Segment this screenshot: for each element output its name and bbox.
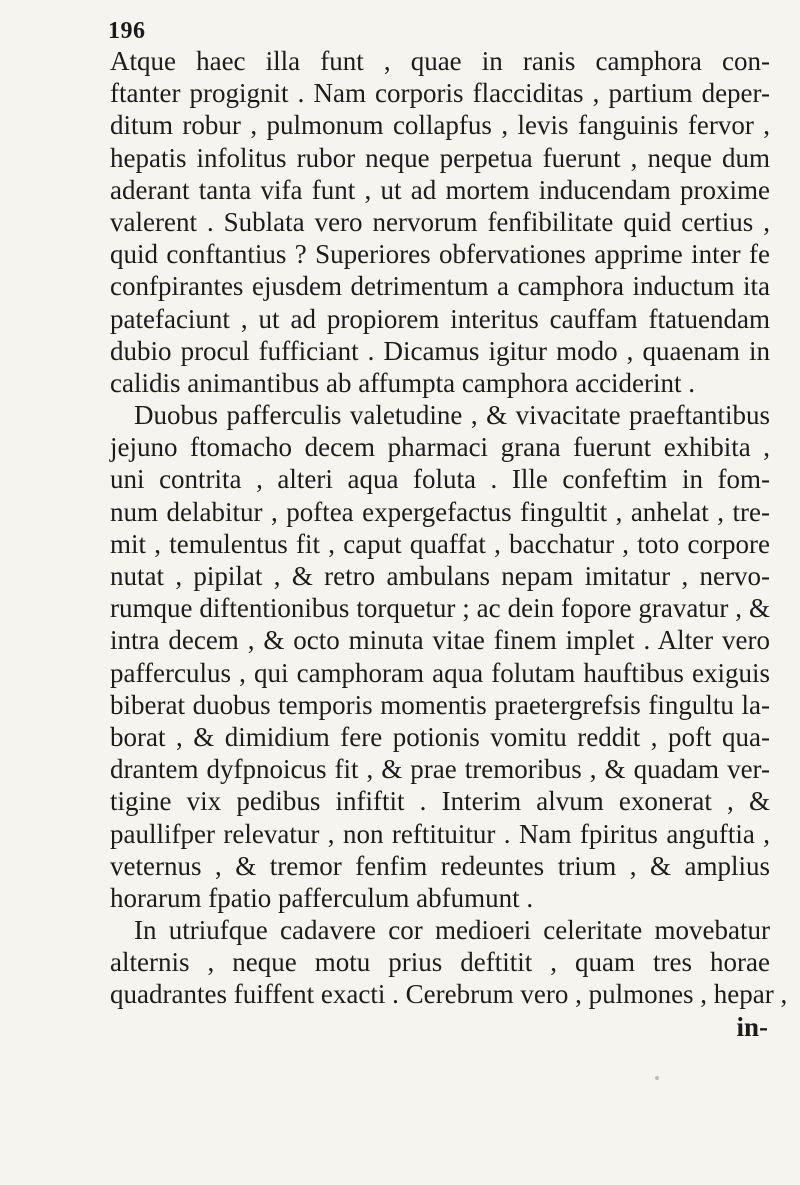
text-line: Atque haec illa funt , quae in ranis camphora con- (110, 46, 770, 76)
text-line: In utriufque cadavere cor medioeri celeritate movebatur (134, 915, 770, 946)
catchword: in- (736, 1011, 768, 1042)
text-line: veternus , & tremor fenfim redeuntes trium , & amplius (110, 850, 770, 881)
text-line: drantem dyfpnoicus fit , & prae tremoribus , & quadam ver- (110, 754, 770, 785)
text-line: horarum fpatio pafferculum abfumunt . (110, 882, 534, 913)
text-line: num delabitur , poftea expergefactus fingultit , anhelat , tre- (110, 496, 770, 527)
text-line: nutat , pipilat , & retro ambulans nepam imitatur , nervo- (110, 561, 770, 591)
text-line: borat , & dimidium fere potionis vomitu reddit , poft qua- (110, 721, 770, 752)
text-line: paullifper relevatur , non reftituitur . Nam fpiritus anguftia , (110, 818, 770, 849)
text-line: quadrantes fuiffent exacti . Cerebrum vero , pulmones , hepar , (110, 979, 788, 1010)
text-line: rumque diftentionibus torquetur ; ac dein fopore gravatur , & (110, 593, 770, 624)
text-line: jejuno ftomacho decem pharmaci grana fuerunt exhibita , (110, 432, 770, 463)
text-line: Duobus pafferculis valetudine , & vivacitate praeftantibus (134, 400, 770, 431)
text-line: ftanter progignit . Nam corporis flacciditas , partium deper- (110, 78, 770, 109)
text-line: calidis animantibus ab affumpta camphora acciderint . (110, 367, 696, 398)
text-line: alternis , neque motu prius deftitit , quam tres horae (110, 947, 770, 978)
text-line: uni contrita , alteri aqua foluta . Ille confeftim in fom- (110, 464, 770, 495)
text-line: tigine vix pedibus infiftit . Interim alvum exonerat , & (110, 786, 770, 817)
text-line: mit , temulentus fit , caput quaffat , bacchatur , toto corpore (110, 528, 770, 559)
text-line: ditum robur , pulmonum collapfus , levis fanguinis fervor , (110, 110, 770, 141)
text-line: biberat duobus temporis momentis praetergrefsis fingultu la- (110, 689, 770, 720)
text-line: aderant tanta vifa funt , ut ad mortem inducendam proxime (110, 174, 770, 205)
text-line: pafferculus , qui camphoram aqua folutam hauftibus exiguis (110, 657, 770, 688)
page-number: 196 (108, 18, 146, 44)
text-line: confpirantes ejusdem detrimentum a camphora inductum ita (110, 271, 770, 302)
text-line: intra decem , & octo minuta vitae finem implet . Alter vero (110, 625, 770, 656)
text-line: quid conftantius ? Superiores obfervationes apprime inter fe (110, 239, 770, 270)
body-text (110, 45, 788, 1043)
text-line: valerent . Sublata vero nervorum fenfibilitate quid certius , (110, 206, 770, 237)
ink-speck (655, 1076, 659, 1080)
text-line: patefaciunt , ut ad propiorem interitus cauffam ftatuendam (110, 303, 770, 334)
text-line: hepatis infolitus rubor neque perpetua fuerunt , neque dum (110, 142, 770, 173)
text-line: dubio procul fufficiant . Dicamus igitur modo , quaenam in (110, 335, 770, 366)
